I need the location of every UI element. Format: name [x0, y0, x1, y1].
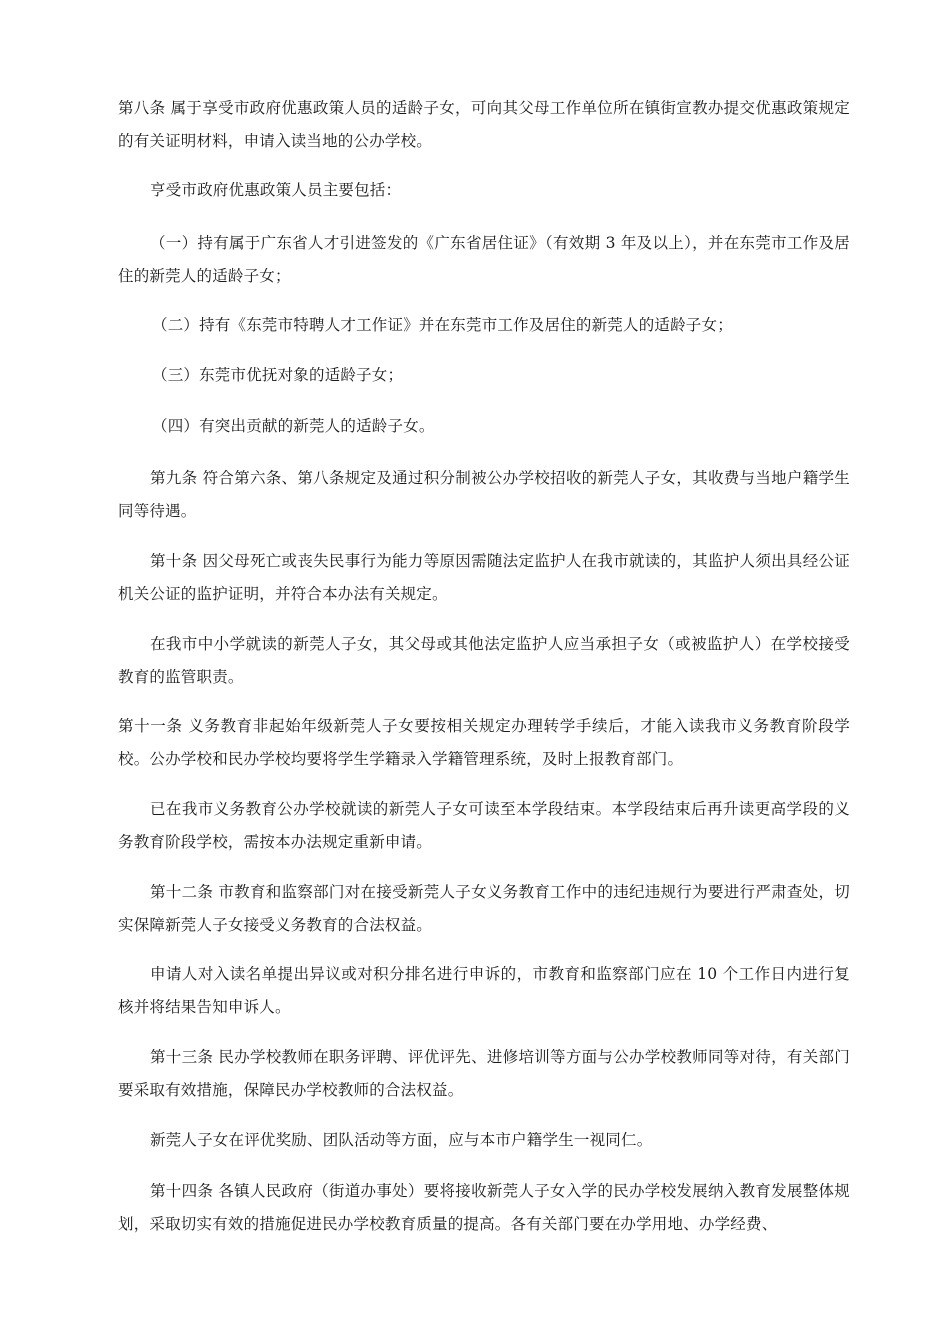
- policy-item-4: （四）有突出贡献的新莞人的适龄子女。: [152, 417, 435, 435]
- policy-item-2: （二）持有《东莞市特聘人才工作证》并在东莞市工作及居住的新莞人的适龄子女；: [152, 316, 733, 334]
- appeal-paragraph: 申请人对入读名单提出异议或对积分排名进行申诉的，市教育和监察部门应在 10 个工作日内进行复核并将结果告知申诉人。: [118, 965, 850, 1016]
- continuation-study-paragraph: 已在我市义务教育公办学校就读的新莞人子女可读至本学段结束。本学段结束后再升读更高学段的义务教育阶段学校，需按本办法规定重新申请。: [118, 800, 850, 851]
- policy-list-intro: 亨受市政府优惠政策人员主要包括：: [150, 181, 402, 199]
- policy-item-1: （一）持有属于广东省人才引进签发的《广东省居住证》（有效期 3 年及以上），并在东莞市工作及居住的新莞人的适龄子女；: [118, 234, 850, 285]
- article-13-paragraph: 第十三条 民办学校教师在职务评聘、评优评先、进修培训等方面与公办学校教师同等对待，有关部门要采取有效措施，保障民办学校教师的合法权益。: [118, 1048, 850, 1099]
- guardian-duty-paragraph: 在我市中小学就读的新莞人子女，其父母或其他法定监护人应当承担子女（或被监护人）在学校接受教育的监管职责。: [118, 635, 850, 686]
- article-8-paragraph: 第八条 属于享受市政府优惠政策人员的适龄子女，可向其父母工作单位所在镇街宣教办提交优惠政策规定的有关证明材料，申请入读当地的公办学校。: [118, 99, 850, 150]
- equal-treatment-paragraph: 新莞人子女在评优奖励、团队活动等方面，应与本市户籍学生一视同仁。: [150, 1131, 653, 1149]
- article-11-paragraph: 第十一条 义务教育非起始年级新莞人子女要按相关规定办理转学手续后，才能入读我市义务教育阶段学校。公办学校和民办学校均要将学生学籍录入学籍管理系统，及时上报教育部门。: [118, 717, 850, 768]
- article-10-paragraph: 第十条 因父母死亡或丧失民事行为能力等原因需随法定监护人在我市就读的，其监护人须出具经公证机关公证的监护证明，并符合本办法有关规定。: [118, 552, 850, 603]
- article-14-paragraph: 第十四条 各镇人民政府（街道办事处）要将接收新莞人子女入学的民办学校发展纳入教育发展整体规划，采取切实有效的措施促进民办学校教育质量的提高。各有关部门要在办学用地、办学经费、: [118, 1182, 850, 1233]
- article-12-paragraph: 第十二条 市教育和监察部门对在接受新莞人子女义务教育工作中的违纪违规行为要进行严肃查处，切实保障新莞人子女接受义务教育的合法权益。: [118, 883, 850, 934]
- policy-item-3: （三）东莞市优抚对象的适龄子女；: [152, 366, 404, 384]
- article-9-paragraph: 第九条 符合第六条、第八条规定及通过积分制被公办学校招收的新莞人子女，其收费与当地户籍学生同等待遇。: [118, 469, 850, 520]
